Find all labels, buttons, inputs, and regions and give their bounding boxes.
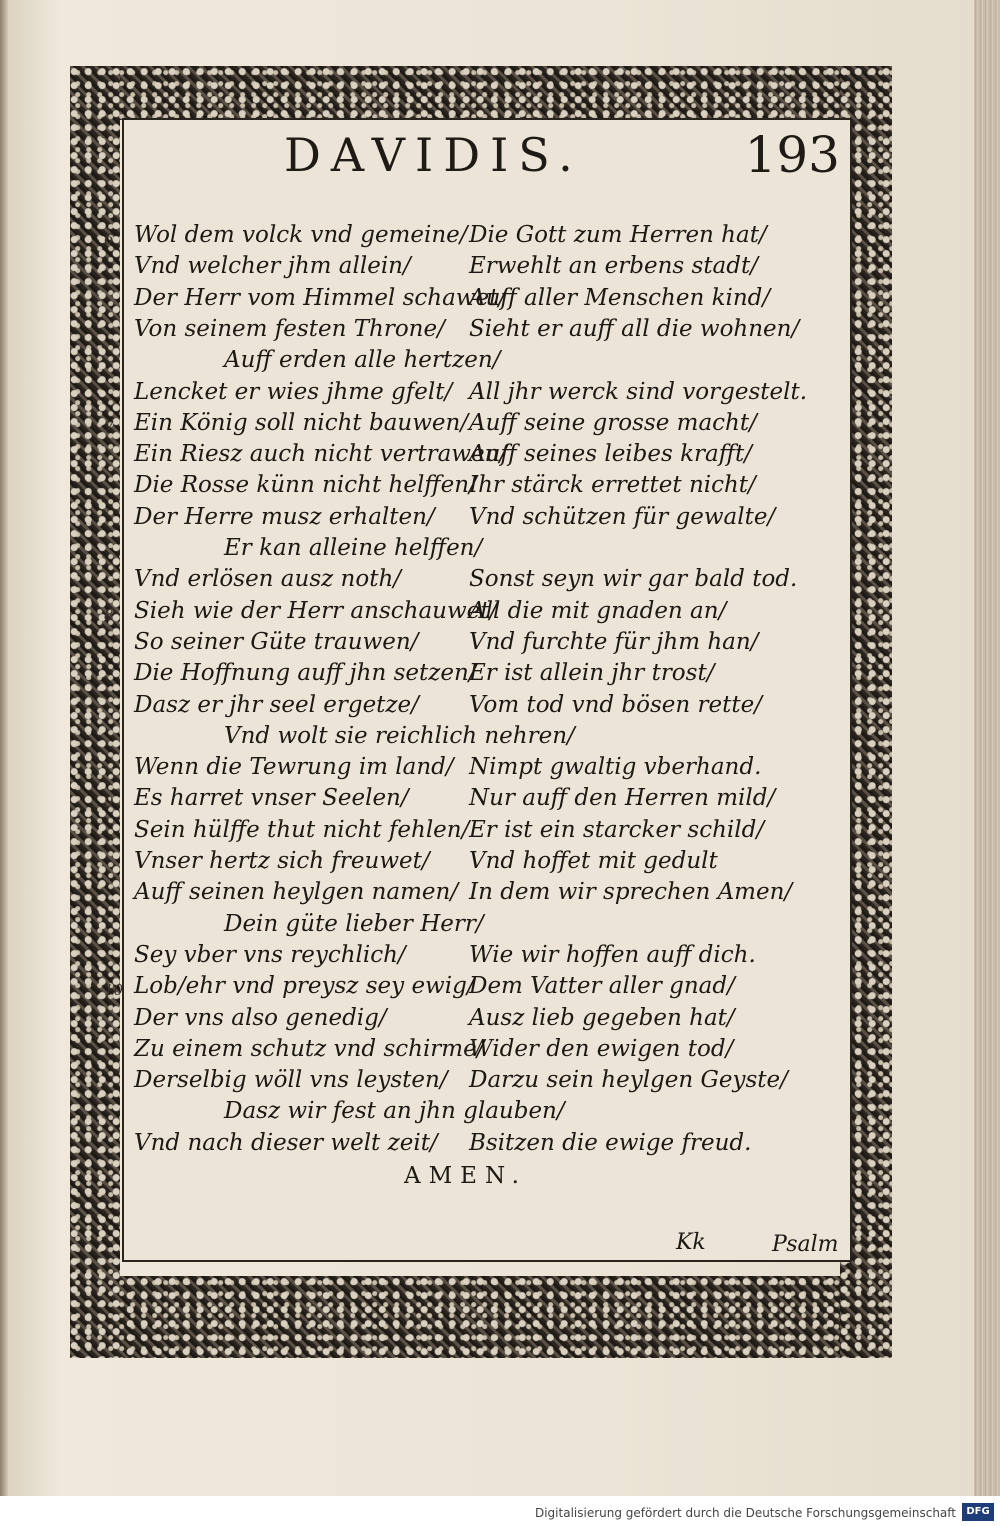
verse-line-right: In dem wir sprechen Amen/	[469, 879, 793, 906]
verse-number: 8	[104, 605, 114, 624]
verse-line-left: Wol dem volck vnd gemeine/	[134, 222, 468, 248]
verse-line-left: Vnd welcher jhm allein/	[134, 253, 411, 280]
verse-number: 7	[104, 417, 114, 436]
verse-line-left: Sieh wie der Herr anschauwet/	[134, 597, 498, 624]
verse-line-right: Dem Vatter aller gnad/	[469, 973, 735, 1000]
verse-line-right: Vnd schützen für gewalte/	[469, 503, 776, 530]
verse-line-right: Vnd hoffet mit gedult	[469, 848, 718, 874]
verse-line-right: Nimpt gwaltig vberhand.	[469, 754, 762, 781]
verse-line-left: Der Herre musz erhalten/	[134, 503, 435, 530]
verse-line-left: Ein Riesz auch nicht vertrawen/	[134, 441, 508, 468]
verse-line-right: Er ist ein starcker schild/	[469, 816, 765, 843]
verse-line-left: Der Herr vom Himmel schawet/	[134, 284, 507, 311]
catchword-next: Psalm	[772, 1232, 839, 1257]
verse-line-right: Sieht er auff all die wohnen/	[469, 315, 800, 342]
verse-line-left: Dasz wir fest an jhn glauben/	[224, 1098, 565, 1125]
ornament-border-top	[70, 66, 888, 120]
verse-line-right: Wie wir hoffen auff dich.	[469, 941, 756, 968]
page-number: 193	[744, 126, 840, 184]
verse-line-left: Sein hülffe thut nicht fehlen/	[134, 816, 470, 843]
verse-line-left: Sey vber vns reychlich/	[134, 941, 406, 968]
credit-text: Digitalisierung gefördert durch die Deutsche Forschungsgemeinschaft	[534, 1506, 956, 1520]
verse-line-left: Die Rosse künn nicht helffen/	[134, 472, 477, 499]
verse-line-left: Er kan alleine helffen/	[224, 535, 483, 561]
verse-line-right: Bsitzen die ewige freud.	[469, 1129, 752, 1156]
ornament-border-bottom	[70, 1276, 888, 1358]
verse-line-left: Auff seinen heylgen namen/	[134, 879, 459, 906]
verse-line-right: All die mit gnaden an/	[469, 597, 727, 624]
verse-line-left: Auff erden alle hertzen/	[224, 347, 501, 374]
book-spine	[0, 0, 8, 1496]
verse-line-left: Die Hoffnung auff jhn setzen/	[134, 660, 477, 687]
verse-line-left: Vnd wolt sie reichlich nehren/	[224, 722, 575, 749]
verse-line-left: Derselbig wöll vns leysten/	[134, 1067, 448, 1094]
verse-line-right: Sonst seyn wir gar bald tod.	[469, 566, 798, 593]
verse-line-right: Die Gott zum Herren hat/	[469, 222, 767, 248]
dfg-logo: DFG	[962, 1503, 994, 1521]
verse-line-left: Zu einem schutz vnd schirme/	[134, 1035, 485, 1062]
verse-line-left: Wenn die Tewrung im land/	[134, 754, 454, 781]
verse-line-right: Vom tod vnd bösen rette/	[469, 691, 762, 718]
verse-line-left: Lencket er wies jhme gfelt/	[134, 378, 453, 405]
verse-line-left: Vnd erlösen ausz noth/	[134, 566, 402, 593]
amen-closing: AMEN.	[404, 1163, 527, 1189]
verse-line-right: Nur auff den Herren mild/	[469, 785, 776, 812]
verse-line-left: Lob/ehr vnd preysz sey ewig/	[134, 973, 475, 1000]
verse-number: 6	[104, 230, 114, 248]
verse-line-right: Auff seines leibes krafft/	[469, 441, 753, 468]
verse-line-right: Ausz lieb gegeben hat/	[469, 1004, 735, 1031]
verse-number: 10	[104, 981, 124, 1000]
verse-line-right: Er ist allein jhr trost/	[469, 660, 715, 687]
verse-line-left: Von seinem festen Throne/	[134, 315, 445, 342]
text-block	[104, 118, 852, 1262]
verse-line-left: Ein König soll nicht bauwen/	[134, 409, 469, 436]
verse-line-left: Dasz er jhr seel ergetze/	[134, 691, 419, 718]
verse-line-right: Wider den ewigen tod/	[469, 1035, 734, 1062]
catchword-signature: Kk	[676, 1230, 706, 1255]
ornament-border-left	[70, 66, 120, 1358]
running-header	[124, 120, 850, 184]
verse-line-right: All jhr werck sind vorgestelt.	[469, 378, 808, 405]
verse-line-left: Vnser hertz sich freuwet/	[134, 848, 430, 874]
verse-line-right: Darzu sein heylgen Geyste/	[469, 1067, 788, 1094]
verse-line-right: Auff aller Menschen kind/	[469, 284, 771, 311]
verse-line-left: Der vns also genedig/	[134, 1004, 387, 1031]
verse-line-left: So seiner Güte trauwen/	[134, 628, 419, 655]
verse-line-right: Auff seine grosse macht/	[469, 409, 757, 436]
verse-line-right: Vnd furchte für jhm han/	[469, 628, 759, 655]
verse-line-left: Es harret vnser Seelen/	[134, 785, 409, 812]
verse-line-left: Vnd nach dieser welt zeit/	[134, 1129, 438, 1156]
page-edges	[974, 0, 1000, 1496]
digitization-credit	[0, 1500, 1000, 1526]
verse-line-right: Ihr stärck errettet nicht/	[469, 472, 756, 499]
running-head-title: DAVIDIS.	[284, 128, 583, 182]
verse-number: 9	[104, 793, 114, 812]
verse-line-right: Erwehlt an erbens stadt/	[469, 253, 758, 280]
verse-line-left: Dein güte lieber Herr/	[224, 910, 484, 937]
